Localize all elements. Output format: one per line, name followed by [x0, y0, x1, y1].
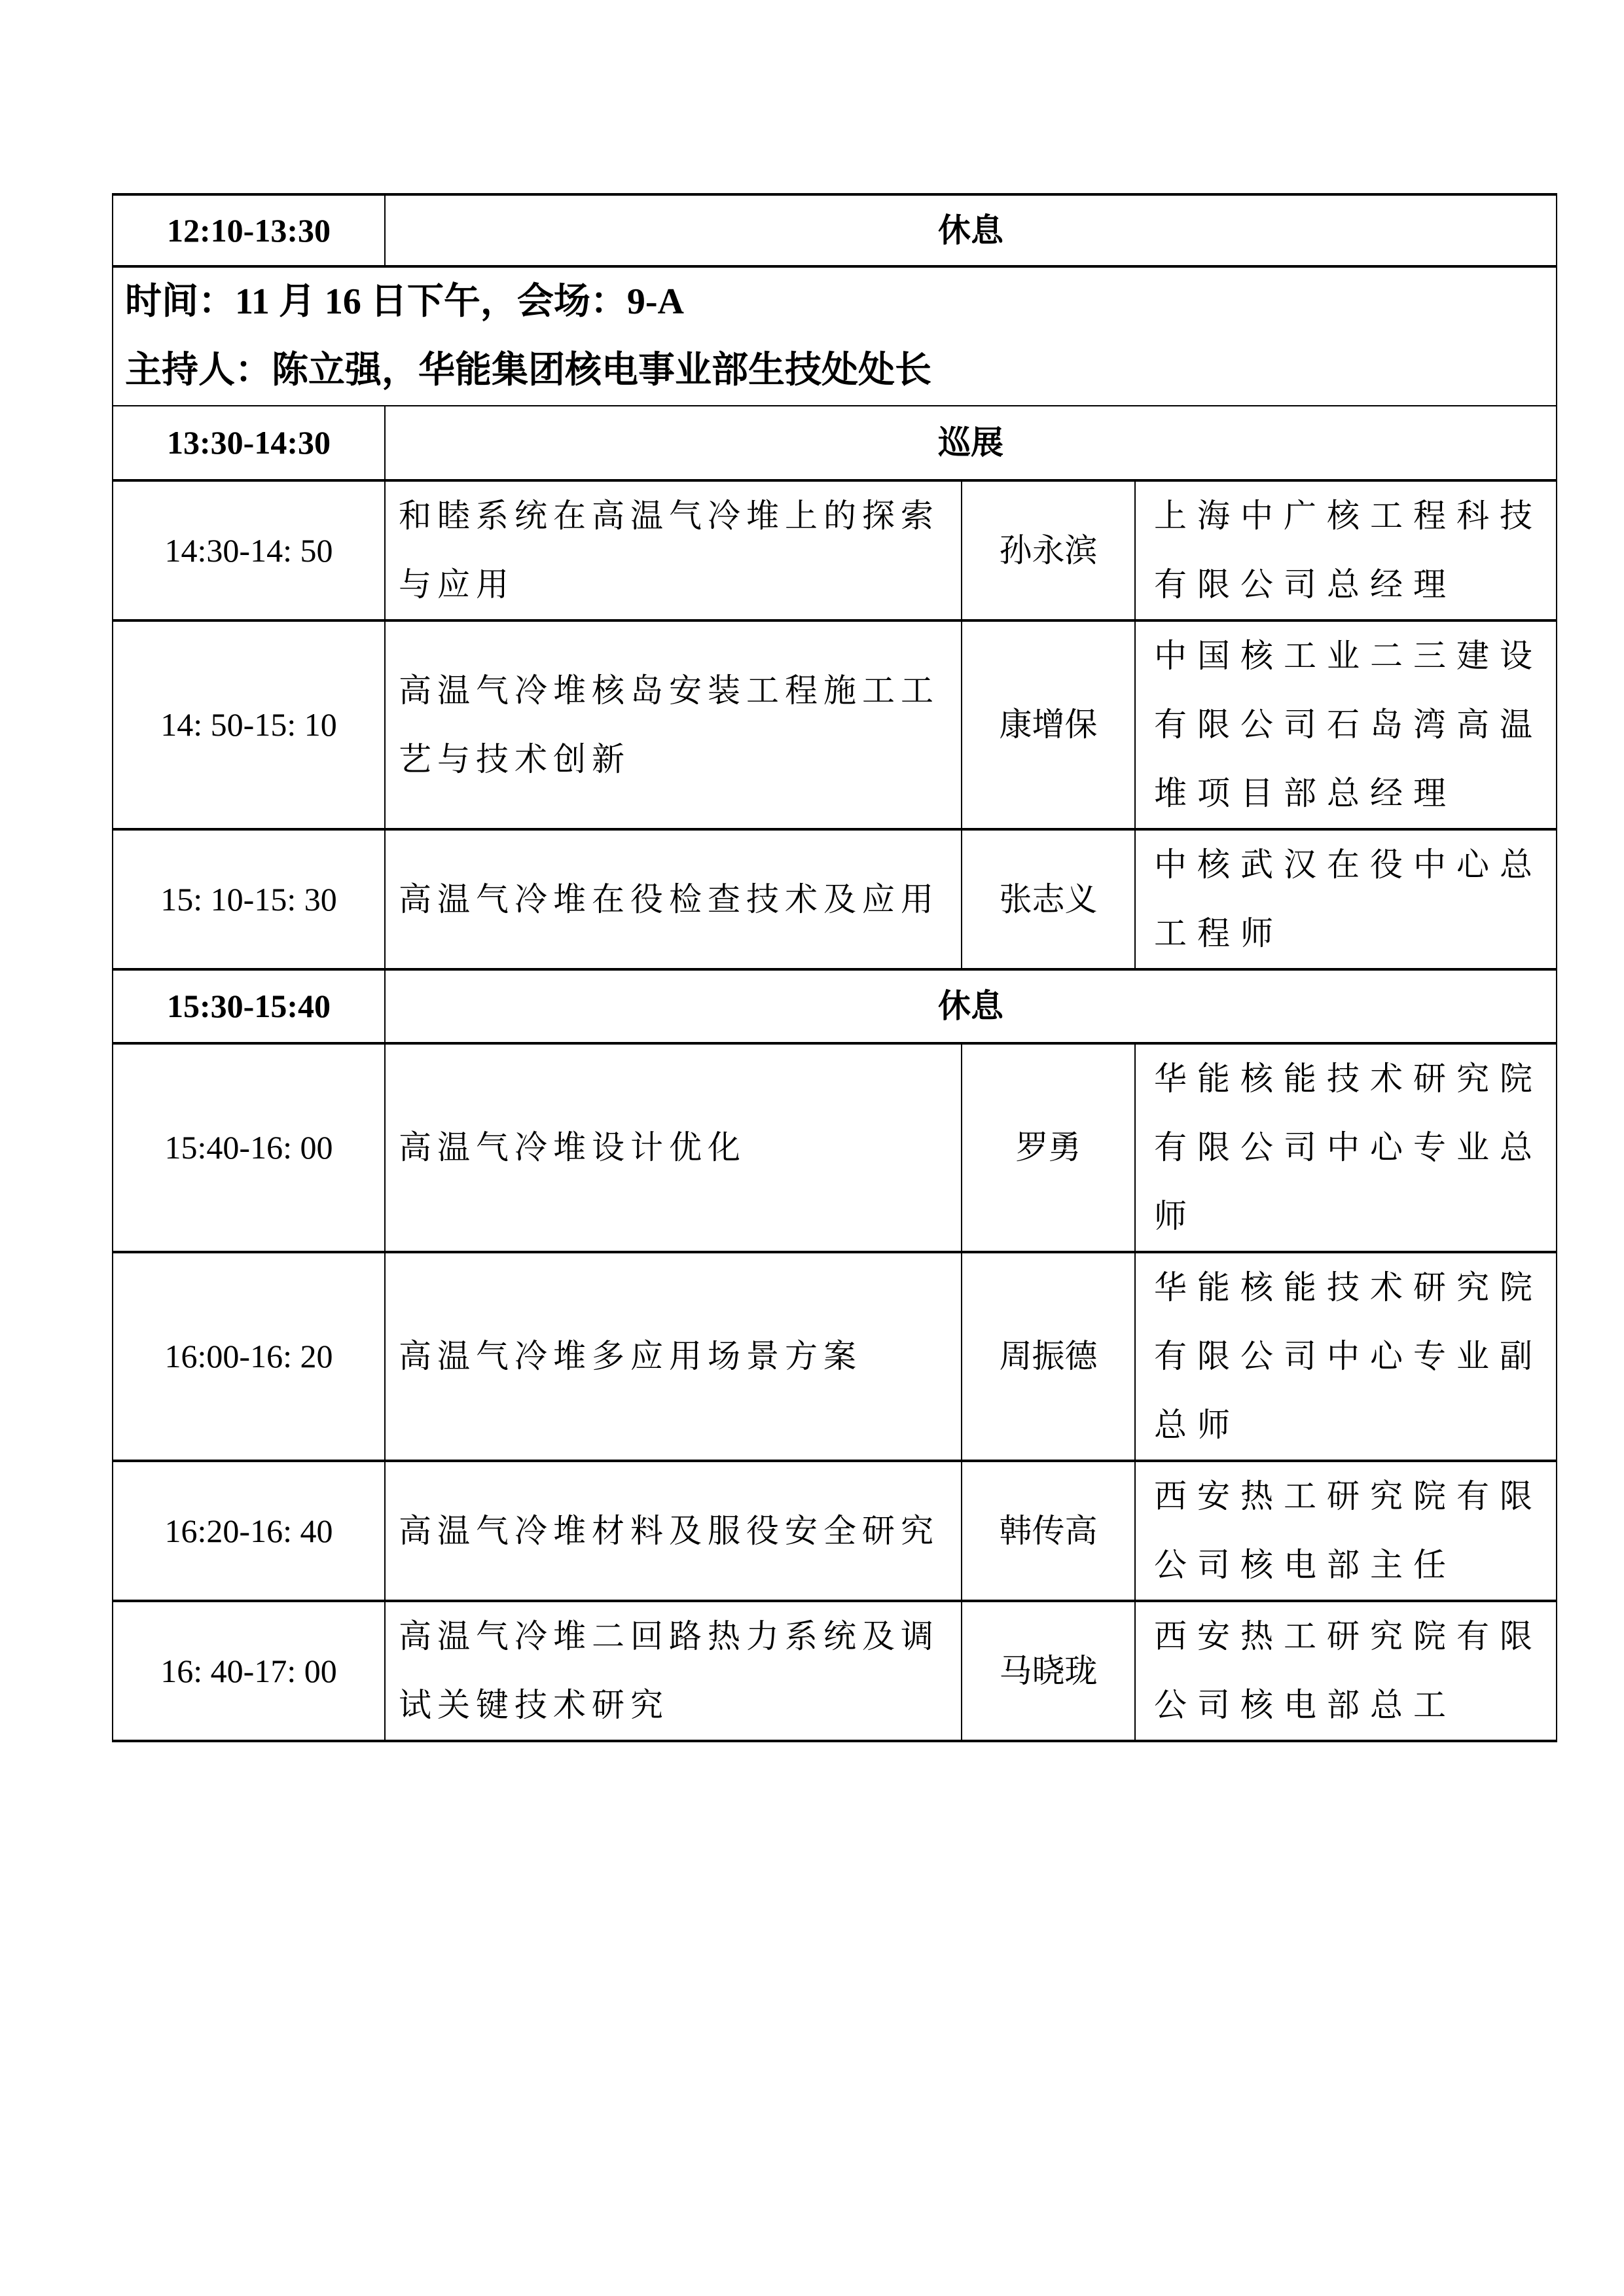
time-cell: 16:20-16: 40	[113, 1461, 385, 1601]
affiliation-line: 总师	[1154, 1407, 1240, 1443]
session-row	[113, 480, 1557, 620]
session-row	[113, 829, 1557, 969]
affiliation-line: 师	[1154, 1198, 1197, 1234]
affiliation-cell	[1135, 480, 1557, 620]
time-cell: 14:30-14: 50	[113, 480, 385, 620]
affiliation-line: 有限公司中心专业总	[1154, 1129, 1543, 1166]
topic-line: 高温气冷堆二回路热力系统及调	[399, 1618, 939, 1655]
speaker-cell: 韩传高	[962, 1461, 1135, 1601]
time-cell: 16:00-16: 20	[113, 1252, 385, 1461]
session-time-line: 时间：11 月 16 日下午，会场：9-A	[125, 281, 684, 322]
topic-line: 艺与技术创新	[399, 740, 630, 778]
affiliation-line: 公司核电部主任	[1154, 1547, 1456, 1583]
affiliation-line: 有限公司中心专业副	[1154, 1338, 1543, 1374]
break-label-cell: 巡展	[385, 406, 1557, 480]
topic-cell	[385, 1461, 962, 1601]
break-label-cell: 休息	[385, 969, 1557, 1043]
topic-cell	[385, 1252, 962, 1461]
session-row	[113, 1043, 1557, 1252]
session-row	[113, 620, 1557, 829]
speaker-cell: 康增保	[962, 620, 1135, 829]
session-row	[113, 1252, 1557, 1461]
affiliation-line: 公司核电部总工	[1154, 1687, 1456, 1723]
time-cell: 15: 10-15: 30	[113, 829, 385, 969]
topic-cell	[385, 829, 962, 969]
topic-cell	[385, 620, 962, 829]
session-row	[113, 1601, 1557, 1741]
break-row	[113, 406, 1557, 480]
time-cell: 15:30-15:40	[113, 969, 385, 1043]
affiliation-cell	[1135, 1043, 1557, 1252]
affiliation-line: 中核武汉在役中心总	[1154, 846, 1543, 883]
break-label-cell: 休息	[385, 194, 1557, 266]
speaker-cell: 罗勇	[962, 1043, 1135, 1252]
time-cell: 13:30-14:30	[113, 406, 385, 480]
topic-cell	[385, 1043, 962, 1252]
time-cell: 15:40-16: 00	[113, 1043, 385, 1252]
topic-line: 高温气冷堆材料及服役安全研究	[399, 1512, 939, 1549]
time-cell: 12:10-13:30	[113, 194, 385, 266]
affiliation-cell	[1135, 1601, 1557, 1741]
affiliation-cell	[1135, 1461, 1557, 1601]
affiliation-line: 有限公司总经理	[1154, 566, 1456, 603]
session-info-cell	[113, 266, 1557, 406]
affiliation-cell	[1135, 829, 1557, 969]
affiliation-line: 华能核能技术研究院	[1154, 1269, 1543, 1306]
speaker-cell: 周振德	[962, 1252, 1135, 1461]
affiliation-line: 工程师	[1154, 915, 1284, 952]
speaker-cell: 马晓珑	[962, 1601, 1135, 1741]
session-host-line: 主持人：陈立强，华能集团核电事业部生技处处长	[125, 350, 931, 391]
topic-line: 高温气冷堆多应用场景方案	[399, 1338, 862, 1374]
time-cell: 14: 50-15: 10	[113, 620, 385, 829]
speaker-cell: 张志义	[962, 829, 1135, 969]
affiliation-cell	[1135, 620, 1557, 829]
affiliation-cell	[1135, 1252, 1557, 1461]
time-cell: 16: 40-17: 00	[113, 1601, 385, 1741]
speaker-cell: 孙永滨	[962, 480, 1135, 620]
topic-line: 高温气冷堆核岛安装工程施工工	[399, 672, 939, 709]
topic-line: 高温气冷堆设计优化	[399, 1129, 746, 1166]
topic-line: 试关键技术研究	[399, 1687, 669, 1723]
schedule-table	[112, 193, 1557, 1742]
break-row	[113, 969, 1557, 1043]
session-row	[113, 1461, 1557, 1601]
session-info-row	[113, 266, 1557, 406]
topic-cell	[385, 480, 962, 620]
affiliation-line: 西安热工研究院有限	[1154, 1478, 1543, 1515]
affiliation-line: 中国核工业二三建设	[1154, 637, 1543, 674]
affiliation-line: 华能核能技术研究院	[1154, 1060, 1543, 1097]
break-row	[113, 194, 1557, 266]
topic-cell	[385, 1601, 962, 1741]
topic-line: 与应用	[399, 566, 514, 603]
affiliation-line: 有限公司石岛湾高温	[1154, 706, 1543, 743]
topic-line: 和睦系统在高温气冷堆上的探索	[399, 497, 939, 534]
affiliation-line: 西安热工研究院有限	[1154, 1618, 1543, 1655]
affiliation-line: 上海中广核工程科技	[1154, 497, 1543, 534]
affiliation-line: 堆项目部总经理	[1154, 775, 1456, 812]
topic-line: 高温气冷堆在役检查技术及应用	[399, 880, 939, 918]
